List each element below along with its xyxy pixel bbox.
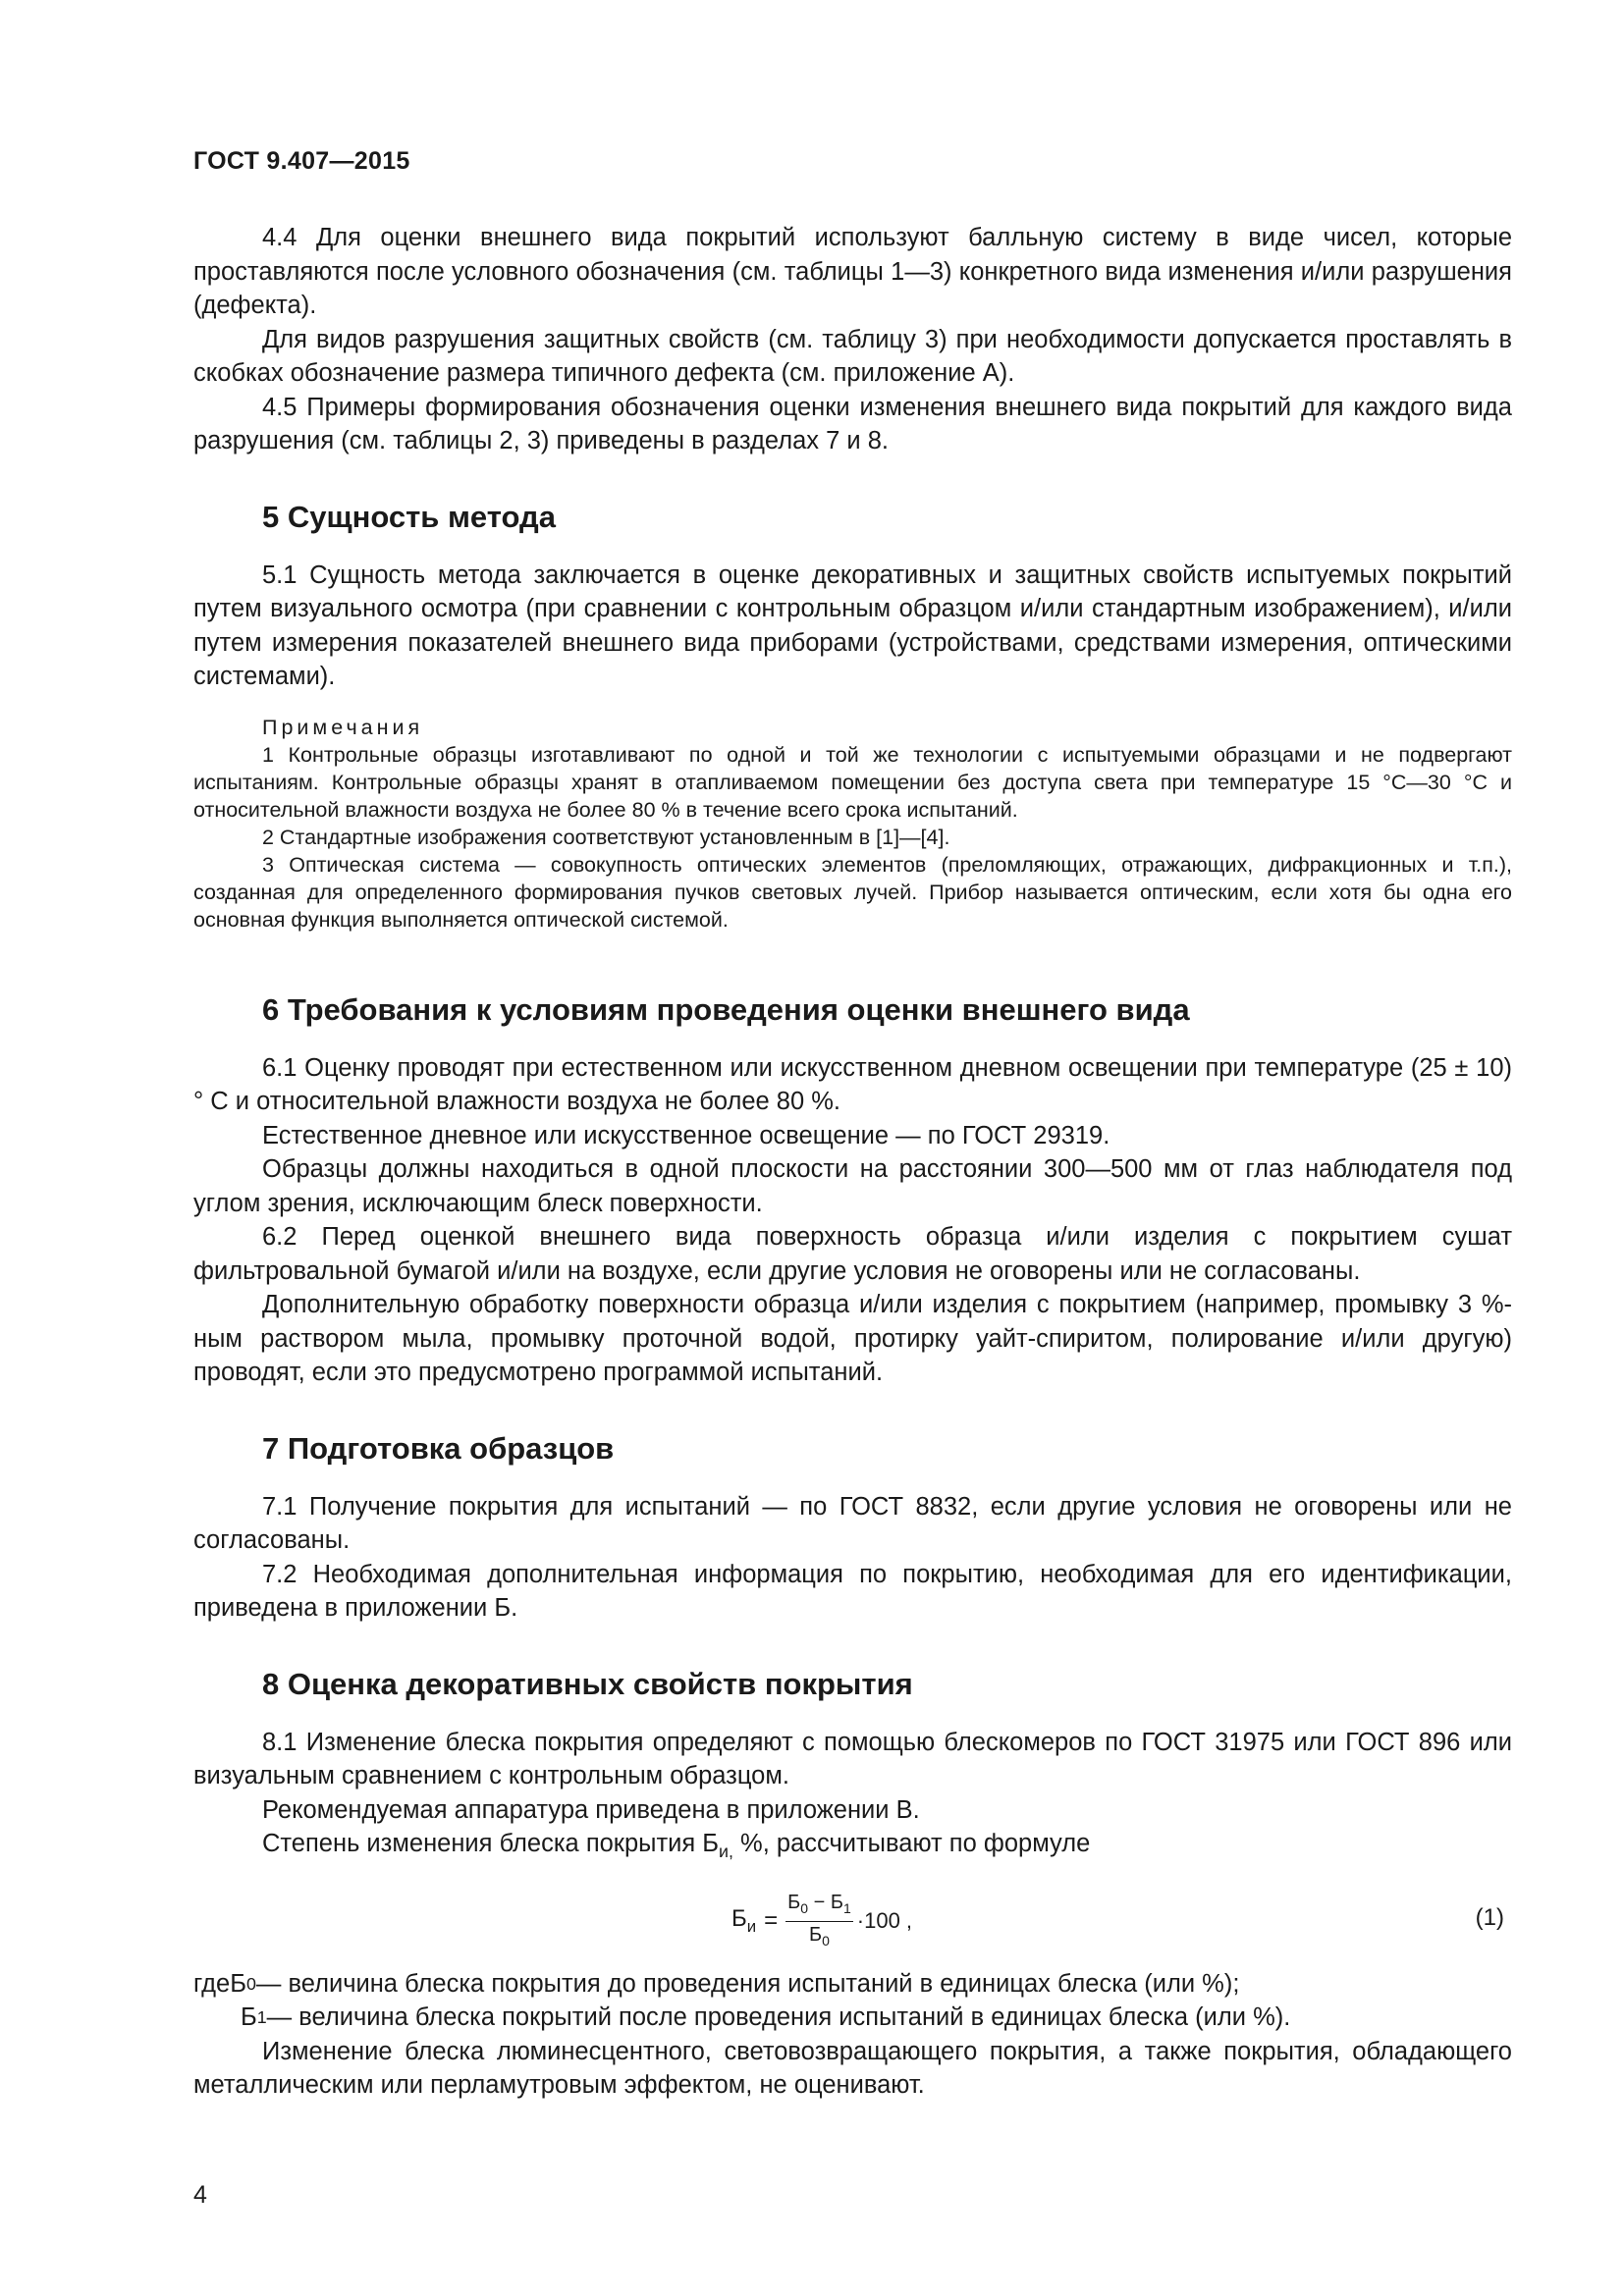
paragraph-7-2: 7.2 Необходимая дополнительная информация по покрытию, необходимая для его идентификации, приведена в приложении Б.	[193, 1560, 1512, 1622]
formula-fraction	[785, 1891, 853, 1952]
section-5-title: 5 Сущность метода	[262, 499, 556, 534]
definition-b1: Б 1 — величина блеска покрытий после проведения испытаний в единицах блеска (или %).	[241, 2003, 1291, 2032]
paragraph-4-5: 4.5 Примеры формирования обозначения оценки изменения внешнего вида покрытий для каждого вида разрушения (см. таблицы 2, 3) приведены в разделах 7 и 8.	[193, 393, 1512, 454]
notes-block	[193, 714, 1512, 934]
formula-numerator: $Б_0 - Б_1$	[785, 1891, 853, 1922]
paragraph-4-4: 4.4 Для оценки внешнего вида покрытий используют балльную систему в виде чисел, которые проставляются после условного обозначения (см. таблицы 1—3) конкретного вида изменения и/или разрушения (дефекта).	[193, 224, 1512, 319]
notes-title: Примечания	[262, 715, 424, 739]
paragraph-5-1: 5.1 Сущность метода заключается в оценке декоративных и защитных свойств испытуемых покрытий путем визуального осмотра (при сравнении с контрольным образцом и/или стандартным изображением), и/или путем измерения показателей внешнего вида приборами (устройствами, средствами измерения, оптическими системами).	[193, 561, 1512, 690]
section-7-title: 7 Подготовка образцов	[262, 1430, 615, 1466]
formula-lhs: $Б_и$	[731, 1905, 757, 1937]
definition-b0: где Б 0 — величина блеска покрытия до проведения испытаний в единицах блеска (или %);	[193, 1969, 1240, 1998]
formula-denominator: $Б_0$	[809, 1923, 830, 1949]
paragraph-4-4-continued: Для видов разрушения защитных свойств (см. таблицу 3) при необходимости допускается проставлять в скобках обозначение размера типичного дефекта (см. приложение А).	[193, 325, 1512, 387]
paragraph-8-1-exclusions: Изменение блеска люминесцентного, световозвращающего покрытия, а также покрытия, обладающего металлическим или перламутровым эффектом, не оценивают.	[193, 2037, 1512, 2100]
paragraph-6-1: 6.1 Оценку проводят при естественном или искусственном дневном освещении при температуре (25 ± 10)° С и относительной влажности воздуха не более 80 %.	[193, 1053, 1512, 1115]
page-number: 4	[193, 2181, 207, 2209]
document-code-header: ГОСТ 9.407—2015	[193, 147, 410, 175]
note-3: 3 Оптическая система — совокупность оптических элементов (преломляющих, отражающих, дифракционных и т.п.), созданная для определенного формирования пучков световых лучей. Прибор называется оптическим, если хотя бы одна его основная функция выполняется оптической системой.	[193, 852, 1512, 932]
document-page	[193, 147, 1512, 2103]
note-2: 2 Стандартные изображения соответствуют установленным в [1]—[4].	[262, 825, 950, 849]
paragraph-7-1: 7.1 Получение покрытия для испытаний — по ГОСТ 8832, если другие условия не оговорены или не согласованы.	[193, 1492, 1512, 1554]
formula-equals: =	[764, 1907, 779, 1935]
paragraph-8-1-formula-intro: Степень изменения блеска покрытия $Б_{и,}$ %, рассчитывают по формуле	[262, 1830, 1091, 1862]
paragraph-6-2-treatment: Дополнительную обработку поверхности образца и/или изделия с покрытием (например, промывку 3 %-ным раствором мыла, промывку проточной водой, протирку уайт-спиритом, полирование и/или другую) проводят, если это предусмотрено программой испытаний.	[193, 1291, 1512, 1386]
formula-multiplier: ·100 ,	[856, 1908, 913, 1934]
paragraph-8-1: 8.1 Изменение блеска покрытия определяют с помощью блескомеров по ГОСТ 31975 или ГОСТ 896 или визуальным сравнением с контрольным образцом.	[193, 1728, 1512, 1789]
paragraph-8-1-apparatus: Рекомендуемая аппаратура приведена в приложении В.	[262, 1795, 920, 1824]
note-1: 1 Контрольные образцы изготавливают по одной и той же технологии с испытуемыми образцами и не подвергают испытаниям. Контрольные образцы хранят в отапливаемом помещении без доступа света при температуре 15 °С—30 °С и относительной влажности воздуха не более 80 % в течение всего срока испытаний.	[193, 742, 1512, 822]
paragraph-6-2: 6.2 Перед оценкой внешнего вида поверхность образца и/или изделия с покрытием сушат фильтровальной бумагой и/или на воздухе, если другие условия не оговорены или не согласованы.	[193, 1223, 1512, 1285]
gloss-change-formula	[731, 1891, 912, 1952]
section-8-title: 8 Оценка декоративных свойств покрытия	[262, 1666, 913, 1701]
paragraph-6-1-distance: Образцы должны находиться в одной плоскости на расстоянии 300—500 мм от глаз наблюдателя под углом зрения, исключающим блеск поверхности.	[193, 1155, 1512, 1217]
section-6-title: 6 Требования к условиям проведения оценки внешнего вида	[262, 991, 1190, 1027]
formula-1	[193, 1883, 1512, 1963]
paragraph-6-1-lighting: Естественное дневное или искусственное освещение — по ГОСТ 29319.	[262, 1121, 1110, 1149]
formula-number: (1)	[1475, 1903, 1504, 1931]
